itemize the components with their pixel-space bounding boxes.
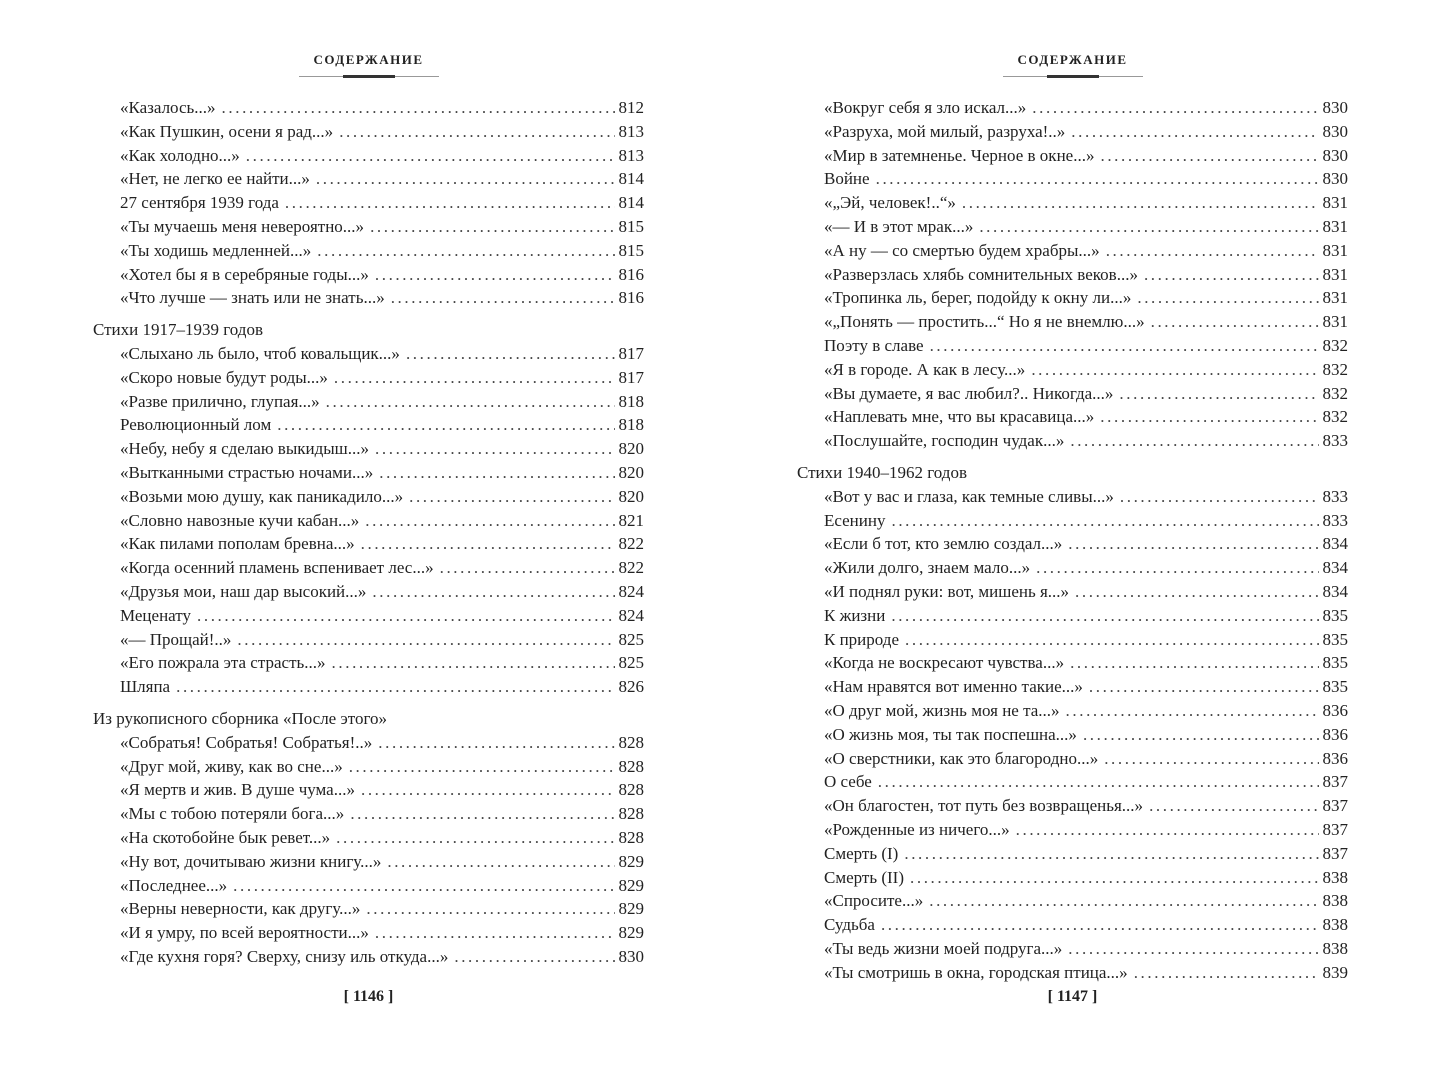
dot-leader [881,915,1319,935]
dot-leader [1104,749,1318,769]
toc-entry [797,725,1348,749]
section-heading: Из рукописного сборника «После этого» [93,708,388,728]
toc-entry [93,392,644,416]
toc-entry [797,820,1348,844]
toc-entry [797,487,1348,511]
entry-title: «Мир в затемненье. Черное в окне...» [824,145,1095,165]
dot-leader [285,193,615,213]
entry-title: «„Эй, человек!..“» [824,193,956,213]
entry-page-number: 814 [618,193,644,213]
dot-leader [334,368,615,388]
toc-entry [797,653,1348,677]
dot-leader [878,772,1319,792]
page-number: [ 1147 ] [1047,988,1098,1005]
dot-leader [1089,677,1319,697]
section-heading: Стихи 1917–1939 годов [93,320,263,340]
entry-page-number: 837 [1322,796,1348,816]
toc-entry [797,939,1348,963]
table-of-contents [93,98,644,971]
dot-leader [378,733,614,753]
dot-leader [222,98,615,118]
entry-title: «Собратья! Собратья! Собратья!..» [120,732,373,752]
toc-entry [93,534,644,558]
entry-page-number: 830 [618,946,644,966]
running-header: СОДЕРЖАНИЕ [313,52,424,67]
dot-leader [1100,407,1318,427]
dot-leader [1119,384,1318,404]
entry-page-number: 828 [618,804,644,824]
toc-entry [797,606,1348,630]
toc-entry [93,947,644,971]
running-header: СОДЕРЖАНИЕ [1017,52,1128,67]
entry-title: «Послушайте, господин чудак...» [824,431,1065,451]
entry-page-number: 830 [1322,169,1348,189]
entry-page-number: 817 [618,367,644,387]
entry-page-number: 835 [1322,605,1348,625]
dot-leader [361,780,615,800]
toc-entry [93,368,644,392]
entry-title: «Верны неверности, как другу...» [120,899,361,919]
entry-title: «Вытканными страстью ночами...» [120,462,374,482]
dot-leader [372,582,614,602]
entry-title: «Он благостен, тот путь без возвращенья...» [824,796,1144,816]
entry-page-number: 838 [1322,915,1348,935]
toc-entry [93,923,644,947]
dot-leader [387,852,614,872]
entry-title: «Вокруг себя я зло искал...» [824,98,1027,117]
toc-entry [797,582,1348,606]
dot-leader [891,606,1318,626]
entry-page-number: 829 [618,875,644,895]
dot-leader [929,891,1318,911]
dot-leader [366,899,614,919]
entry-title: «А ну — со смертью будем храбры...» [824,240,1100,260]
dot-leader [930,336,1319,356]
toc-entry [93,606,644,630]
dot-leader [1070,431,1318,451]
entry-page-number: 839 [1322,962,1348,982]
toc-entry [93,344,644,368]
entry-title: Революционный лом [120,415,272,435]
dot-leader [876,169,1319,189]
entry-title: «Рожденные из ничего...» [824,819,1010,839]
toc-entry [797,169,1348,193]
entry-title: «И поднял руки: вот, мишень я...» [824,581,1070,601]
entry-page-number: 830 [1322,98,1348,117]
dot-leader [1120,487,1319,507]
entry-title: «Слыхано ль было, чтоб ковальщик...» [120,343,400,363]
toc-entry [797,146,1348,170]
toc-entry [93,463,644,487]
entry-page-number: 829 [618,851,644,871]
toc-entry [797,534,1348,558]
entry-title: «О друг мой, жизнь моя не та...» [824,700,1060,720]
dot-leader [375,923,615,943]
toc-entry [797,511,1348,535]
entry-page-number: 813 [618,121,644,141]
entry-page-number: 834 [1322,558,1348,578]
page-number: [ 1146 ] [343,988,394,1005]
dot-leader [316,169,615,189]
dot-leader [454,947,614,967]
dot-leader [1032,98,1318,118]
entry-page-number: 833 [1322,431,1348,451]
entry-page-number: 815 [618,240,644,260]
toc-entry [93,582,644,606]
entry-title: «„Понять — простить...“ Но я не внемлю...» [824,312,1145,332]
toc-entry [797,772,1348,796]
toc-entry [93,288,644,312]
toc-entry [93,511,644,535]
entry-page-number: 833 [1322,510,1348,530]
entry-title: «Тропинка ль, берег, подойду к окну ли...» [824,288,1132,308]
dot-leader [1066,701,1319,721]
entry-page-number: 820 [618,486,644,506]
dot-leader [440,558,615,578]
toc-entry [797,384,1348,408]
toc-entry [93,630,644,654]
entry-title: «— Прощай!..» [120,629,232,649]
dot-leader [1071,122,1318,142]
entry-page-number: 815 [618,216,644,236]
dot-leader [317,241,614,261]
right-page [797,0,1348,1080]
entry-title: «Ты мучаешь меня невероятно...» [120,216,365,236]
entry-title: «Скоро новые будут роды...» [120,367,328,387]
entry-page-number: 818 [618,391,644,411]
entry-title: «Его пожрала эта страсть...» [120,653,326,673]
header-rule [299,76,439,77]
entry-page-number: 838 [1322,938,1348,958]
entry-title: «Спросите...» [824,891,924,911]
dot-leader [910,868,1319,888]
toc-entry [797,241,1348,265]
toc-entry [93,653,644,677]
entry-title: «Вы думаете, я вас любил?.. Никогда...» [824,383,1114,403]
entry-page-number: 831 [1322,312,1348,332]
toc-entry [93,780,644,804]
toc-entry [93,677,644,701]
entry-page-number: 834 [1322,581,1348,601]
entry-title: Есенину [824,510,886,530]
entry-page-number: 822 [618,558,644,578]
entry-title: Смерть (II) [824,867,904,887]
entry-title: «Я в городе. А как в лесу...» [824,359,1026,379]
dot-leader [1151,312,1319,332]
entry-title: «О сверстники, как это благородно...» [824,748,1099,768]
entry-title: «Наплевать мне, что вы красавица...» [824,407,1095,427]
entry-page-number: 836 [1322,700,1348,720]
entry-title: «Казалось...» [120,98,216,117]
entry-page-number: 830 [1322,121,1348,141]
entry-page-number: 813 [618,145,644,165]
dot-leader [1016,820,1319,840]
entry-title: «Нам нравятся вот именно такие...» [824,677,1083,697]
dot-leader [962,193,1319,213]
toc-entry [797,360,1348,384]
entry-title: «Хотел бы я в серебряные годы...» [120,264,369,284]
entry-page-number: 825 [618,653,644,673]
dot-leader [1031,360,1318,380]
entry-title: «Как пилами пополам бревна...» [120,534,355,554]
entry-title: 27 сентября 1939 года [120,193,279,213]
dot-leader [277,415,614,435]
dot-leader [1106,241,1319,261]
toc-entry [93,98,644,122]
dot-leader [406,344,615,364]
toc-entry [797,288,1348,312]
toc-entry [797,265,1348,289]
entry-title: «Ты ведь жизни моей подруга...» [824,938,1063,958]
entry-title: «Возьми мою душу, как паникадило...» [120,486,404,506]
toc-entry [93,899,644,923]
entry-title: Шляпа [120,677,171,697]
dot-leader [176,677,614,697]
dot-leader [332,653,615,673]
entry-page-number: 835 [1322,629,1348,649]
toc-entry [797,701,1348,725]
entry-title: «Мы с тобою потеряли бога...» [120,804,345,824]
dot-leader [375,439,614,459]
toc-entry [93,241,644,265]
entry-title: «Как Пушкин, осени я рад...» [120,121,334,141]
toc-entry [797,915,1348,939]
toc-entry [797,431,1348,455]
toc-entry [797,312,1348,336]
section-heading: Стихи 1940–1962 годов [797,462,967,482]
entry-page-number: 837 [1322,819,1348,839]
dot-leader [350,804,614,824]
entry-page-number: 814 [618,169,644,189]
entry-page-number: 825 [618,629,644,649]
entry-title: «Если б тот, кто землю создал...» [824,534,1063,554]
entry-title: «Когда не воскресают чувства...» [824,653,1065,673]
toc-entry [93,193,644,217]
entry-title: «О жизнь моя, ты так поспешна...» [824,724,1077,744]
entry-title: Меценату [120,605,191,625]
entry-title: «Нет, не легко ее найти...» [120,169,310,189]
toc-entry [797,630,1348,654]
toc-entry [797,407,1348,431]
dot-leader [365,511,614,531]
entry-title: «Вот у вас и глаза, как темные сливы...» [824,486,1114,506]
toc-entry [93,487,644,511]
entry-title: Судьба [824,915,875,935]
entry-page-number: 812 [618,98,644,117]
entry-page-number: 824 [618,581,644,601]
dot-leader [1068,534,1318,554]
toc-entry [797,749,1348,773]
entry-page-number: 816 [618,288,644,308]
dot-leader [233,876,614,896]
entry-page-number: 820 [618,462,644,482]
entry-title: «На скотобойне бык ревет...» [120,827,331,847]
toc-entry [797,963,1348,987]
entry-title: «Разве прилично, глупая...» [120,391,320,411]
entry-title: «— И в этот мрак...» [824,216,974,236]
dot-leader [326,392,615,412]
entry-title: Смерть (I) [824,843,899,863]
dot-leader [1144,265,1319,285]
dot-leader [375,265,615,285]
entry-title: «Разверзлась хлябь сомнительных веков...» [824,264,1138,284]
entry-title: О себе [824,772,872,792]
toc-entry [93,265,644,289]
dot-leader [1083,725,1319,745]
dot-leader [361,534,615,554]
entry-page-number: 826 [618,677,644,697]
toc-entry [797,891,1348,915]
entry-title: «Где кухня горя? Сверху, снизу иль откуда...» [120,946,449,966]
left-page [93,0,644,1080]
toc-entry [93,122,644,146]
entry-page-number: 822 [618,534,644,554]
entry-page-number: 828 [618,827,644,847]
table-of-contents [797,98,1348,986]
toc-entry [797,844,1348,868]
entry-page-number: 832 [1322,407,1348,427]
header-rule [1003,76,1143,77]
dot-leader [1075,582,1318,602]
entry-page-number: 835 [1322,653,1348,673]
dot-leader [1137,288,1318,308]
entry-page-number: 837 [1322,772,1348,792]
dot-leader [336,828,614,848]
entry-title: «Ну вот, дочитываю жизни книгу...» [120,851,382,871]
entry-page-number: 829 [618,899,644,919]
entry-page-number: 821 [618,510,644,530]
entry-title: Войне [824,169,870,189]
entry-page-number: 828 [618,780,644,800]
entry-page-number: 832 [1322,335,1348,355]
entry-title: «Друзья мои, наш дар высокий...» [120,581,367,601]
dot-leader [391,288,615,308]
toc-entry [93,828,644,852]
dot-leader [409,487,614,507]
toc-entry [797,98,1348,122]
entry-page-number: 833 [1322,486,1348,506]
dot-leader [339,122,614,142]
toc-entry [93,757,644,781]
dot-leader [905,630,1319,650]
entry-title: «Что лучше — знать или не знать...» [120,288,385,308]
entry-title: «Друг мой, живу, как во сне...» [120,756,343,776]
dot-leader [246,146,615,166]
entry-page-number: 828 [618,756,644,776]
entry-page-number: 832 [1322,383,1348,403]
toc-entry [797,193,1348,217]
toc-entry [797,796,1348,820]
entry-title: «Небу, небу я сделаю выкидыш...» [120,439,370,459]
entry-page-number: 817 [618,343,644,363]
entry-page-number: 837 [1322,843,1348,863]
toc-entry [93,558,644,582]
toc-entry [797,558,1348,582]
entry-title: «Ты ходишь медленней...» [120,240,312,260]
entry-page-number: 834 [1322,534,1348,554]
toc-entry [93,804,644,828]
entry-page-number: 828 [618,732,644,752]
entry-page-number: 831 [1322,216,1348,236]
entry-page-number: 835 [1322,677,1348,697]
dot-leader [370,217,614,237]
dot-leader [349,757,615,777]
toc-entry [797,122,1348,146]
toc-entry [93,852,644,876]
entry-title: «Ты смотришь в окна, городская птица...» [824,962,1128,982]
entry-page-number: 824 [618,605,644,625]
toc-entry [797,868,1348,892]
entry-title: «Когда осенний пламень вспенивает лес...» [120,558,434,578]
entry-page-number: 831 [1322,240,1348,260]
entry-page-number: 830 [1322,145,1348,165]
entry-page-number: 831 [1322,264,1348,284]
dot-leader [904,844,1318,864]
toc-entry [93,733,644,757]
entry-title: Поэту в славе [824,335,924,355]
toc-entry [93,146,644,170]
dot-leader [197,606,615,626]
dot-leader [1134,963,1319,983]
dot-leader [979,217,1318,237]
toc-entry [93,439,644,463]
toc-entry [93,169,644,193]
entry-page-number: 831 [1322,288,1348,308]
dot-leader [1070,653,1318,673]
dot-leader [891,511,1318,531]
entry-title: «Жили долго, знаем мало...» [824,558,1031,578]
entry-title: «Как холодно...» [120,145,240,165]
entry-title: «И я умру, по всей вероятности...» [120,923,369,943]
entry-title: «Разруха, мой милый, разруха!..» [824,121,1066,141]
entry-page-number: 829 [618,923,644,943]
entry-page-number: 838 [1322,891,1348,911]
entry-title: К жизни [824,605,886,625]
entry-page-number: 836 [1322,724,1348,744]
toc-entry [797,677,1348,701]
entry-page-number: 816 [618,264,644,284]
entry-page-number: 831 [1322,193,1348,213]
toc-entry [93,415,644,439]
dot-leader [1036,558,1318,578]
entry-title: «Словно навозные кучи кабан...» [120,510,360,530]
toc-entry [93,876,644,900]
toc-entry [797,336,1348,360]
toc-entry [93,217,644,241]
dot-leader [237,630,614,650]
toc-entry [797,217,1348,241]
entry-page-number: 836 [1322,748,1348,768]
entry-page-number: 832 [1322,359,1348,379]
entry-title: К природе [824,629,899,649]
dot-leader [1100,146,1318,166]
entry-title: «Последнее...» [120,875,228,895]
entry-page-number: 838 [1322,867,1348,887]
entry-title: «Я мертв и жив. В душе чума...» [120,780,355,800]
entry-page-number: 818 [618,415,644,435]
dot-leader [1068,939,1318,959]
dot-leader [1149,796,1318,816]
entry-page-number: 820 [618,439,644,459]
dot-leader [379,463,614,483]
